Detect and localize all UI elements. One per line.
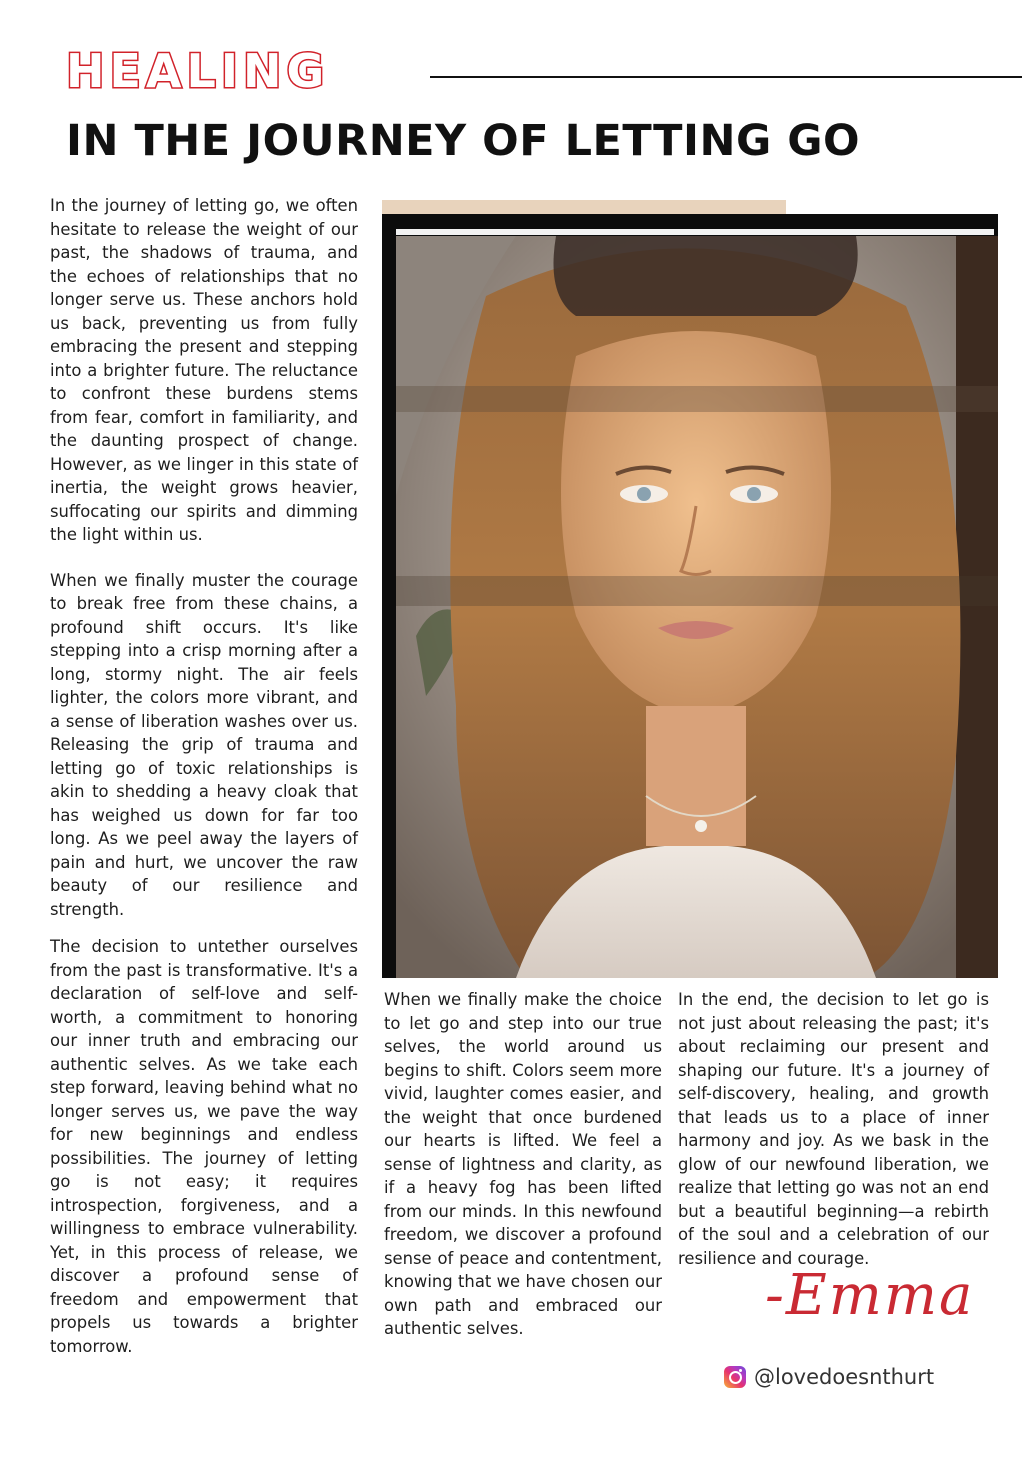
instagram-handle[interactable]: @lovedoesnthurt (754, 1365, 935, 1389)
paragraph-1: In the journey of letting go, we often hesitate to release the weight of our past, the shadows of trauma, and the echoes of relationships that no longer serve us. These anchors hold us back, preventing us from fully embracing the present and stepping into a brighter future. The reluctance to confront these burdens stems from fear, comfort in familiarity, and the daunting prospect of change. However, as we linger in this state of inertia, the weight grows heavier, suffocating our spirits and dimming the light within us. (50, 196, 358, 544)
article-column-1 (50, 194, 358, 1358)
frame-highlight-line (396, 229, 994, 235)
photo-frame (382, 200, 998, 978)
paragraph-5: In the end, the decision to let go is not just about releasing the past; it's about reclaiming our present and shaping our future. It's a journey of self-discovery, healing, and growth that leads us to a place of inner harmony and joy. As we bask in the glow of our newfound liberation, we realize that letting go was not an end but a beautiful beginning—a rebirth of the soul and a celebration of our resilience and courage. (678, 990, 989, 1268)
headline: IN THE JOURNEY OF LETTING GO (66, 116, 861, 166)
paragraph-4: When we finally make the choice to let go and step into our true selves, the world around us begins to shift. Colors seem more vivid, laughter comes easier, and the weight that once burdened our hearts is lifted. We feel a sense of lightness and clarity, as if a heavy fog has been lifted from our minds. In this newfound freedom, we discover a profound sense of peace and contentment, knowing that we have chosen our own path and embraced our authentic selves. (384, 990, 662, 1338)
kicker-title: HEALING (66, 44, 330, 98)
instagram-icon (724, 1366, 746, 1388)
title-rule (430, 76, 1022, 78)
paragraph-3: The decision to untether ourselves from the past is transformative. It's a declaration of self-love and self-worth, a commitment to honoring our inner truth and embracing our authentic selves. As we take each step forward, leaving behind what no longer serves us, we pave the way for new beginnings and endless possibilities. The journey of letting go is not easy; it requires introspection, forgiveness, and a willingness to embrace vulnerability. Yet, in this process of release, we discover a profound sense of freedom and empowerment that propels us towards a brighter tomorrow. (50, 937, 358, 1356)
portrait-photo (396, 236, 998, 978)
author-signature: -Emma (765, 1263, 975, 1328)
social-handle-row[interactable] (724, 1365, 934, 1389)
article-column-2 (384, 988, 662, 1341)
portrait-illustration (396, 236, 998, 978)
article-column-3 (678, 988, 989, 1270)
paragraph-2: When we finally muster the courage to break free from these chains, a profound shift occurs. It's like stepping into a crisp morning after a long, stormy night. The air feels lighter, the colors more vibrant, and a sense of liberation washes over us. Releasing the grip of trauma and letting go of toxic relationships is akin to shedding a heavy cloak that has weighed us down for far too long. As we peel away the layers of pain and hurt, we uncover the raw beauty of our resilience and strength. (50, 570, 358, 919)
